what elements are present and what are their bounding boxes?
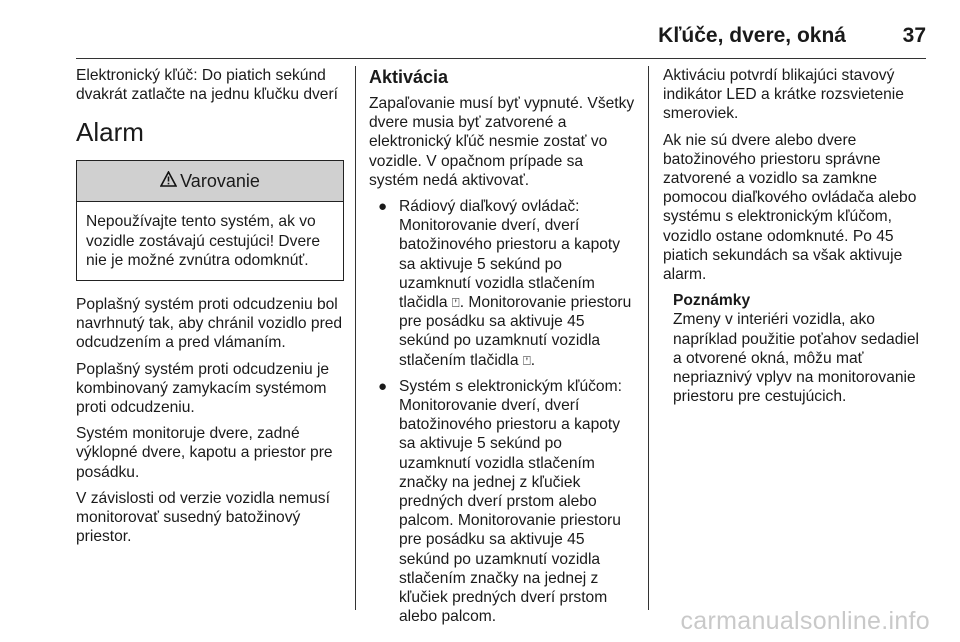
note-title: Poznámky — [673, 292, 751, 310]
note-text: Zmeny v interiéri vozidla, ako napríklad použitie poťahov sedadiel a otvorené okná, môžu mať nepriaznivý vplyv na monitorovanie priestoru pre cestujúcich. — [673, 311, 919, 406]
warning-text: Nepoužívajte tento systém, ak vo vozidle zostávajú cestujúci! Dvere nie je možné zvnútra odomknúť. — [86, 213, 321, 269]
section-heading-alarm: Alarm — [76, 117, 144, 148]
warning-box — [76, 160, 344, 281]
watermark: carmanualsonline.info — [680, 607, 930, 635]
paragraph: Aktiváciu potvrdí blikajúci stavový indikátor LED a krátke rozsvietenie smeroviek. — [663, 67, 904, 123]
note-block — [673, 291, 929, 406]
lock-button-icon: ⍞ — [451, 295, 460, 311]
section-heading-activation: Aktivácia — [369, 67, 449, 87]
column-3 — [663, 66, 929, 406]
paragraph: Poplašný systém proti odcudzeniu bol navrhnutý tak, aby chránil vozidlo pred odcudzením a pred vlámaním. — [76, 296, 343, 352]
bullet-icon: ● — [378, 377, 388, 395]
page-title: Kľúče, dvere, okná — [658, 24, 846, 47]
warning-triangle-icon — [160, 171, 177, 191]
page-number: 37 — [902, 24, 926, 47]
paragraph: Systém monitoruje dvere, zadné výklopné dvere, kapotu a priestor pre posádku. — [76, 425, 333, 481]
paragraph: V závislosti od verzie vozidla nemusí monitorovať susedný batožinový priestor. — [76, 489, 330, 546]
list-item: ● Systém s elektronickým kľúčom: Monitorovanie dverí, dverí batožinového priestoru a kapoty sa aktivuje 5 sekúnd po uzamknutí vozidla stlačením značky na jednej z kľučiek predných dverí prstom alebo palcom. Monitorovanie priestoru pre posádku sa aktivuje 45 sekúnd po uzamknutí vozidla stlačením značky na jednej z kľučiek predných dverí prstom alebo palcom. — [378, 377, 622, 626]
page-header — [76, 24, 926, 54]
header-divider — [76, 58, 926, 59]
activation-intro: Zapaľovanie musí byť vypnuté. Všetky dvere musia byť zatvorené a elektronický kľúč nesmie zostať vo vozidle. V opačnom prípade sa systém nedá aktivovať. — [369, 95, 635, 189]
paragraph: Ak nie sú dvere alebo dvere batožinového priestoru správne zatvorené a vozidlo sa zamkne pomocou diaľkového ovládača alebo systému s elektronickým kľúčom, vozidlo ostane odomknuté. Po 45 piatich sekundách sa však aktivuje alarm. — [663, 131, 917, 284]
lock-button-icon: ⍞ — [522, 352, 531, 368]
bullet-icon: ● — [378, 198, 388, 216]
column-divider-1 — [355, 66, 356, 610]
paragraph: Poplašný systém proti odcudzeniu je kombinovaný zamykacím systémom proti odcudzeniu. — [76, 360, 330, 417]
intro-paragraph: Elektronický kľúč: Do piatich sekúnd dvakrát zatlačte na jednu kľučku dverí — [76, 67, 338, 104]
list-item: ● Rádiový diaľkový ovládač: Monitorovanie dverí, dverí batožinového priestoru a kapoty sa aktivuje 5 sekúnd po uzamknutí vozidla stlačením tlačidla ⍞. Monitorovanie priestoru pre posádku sa aktivuje 45 sekúnd po uzamknutí vozidla stlačením tlačidla ⍞. — [378, 198, 632, 369]
warning-title: Varovanie — [180, 170, 260, 191]
column-1 — [76, 66, 344, 553]
warning-header — [77, 161, 343, 202]
activation-list — [369, 197, 635, 626]
column-2 — [369, 66, 635, 633]
column-divider-2 — [648, 66, 649, 610]
